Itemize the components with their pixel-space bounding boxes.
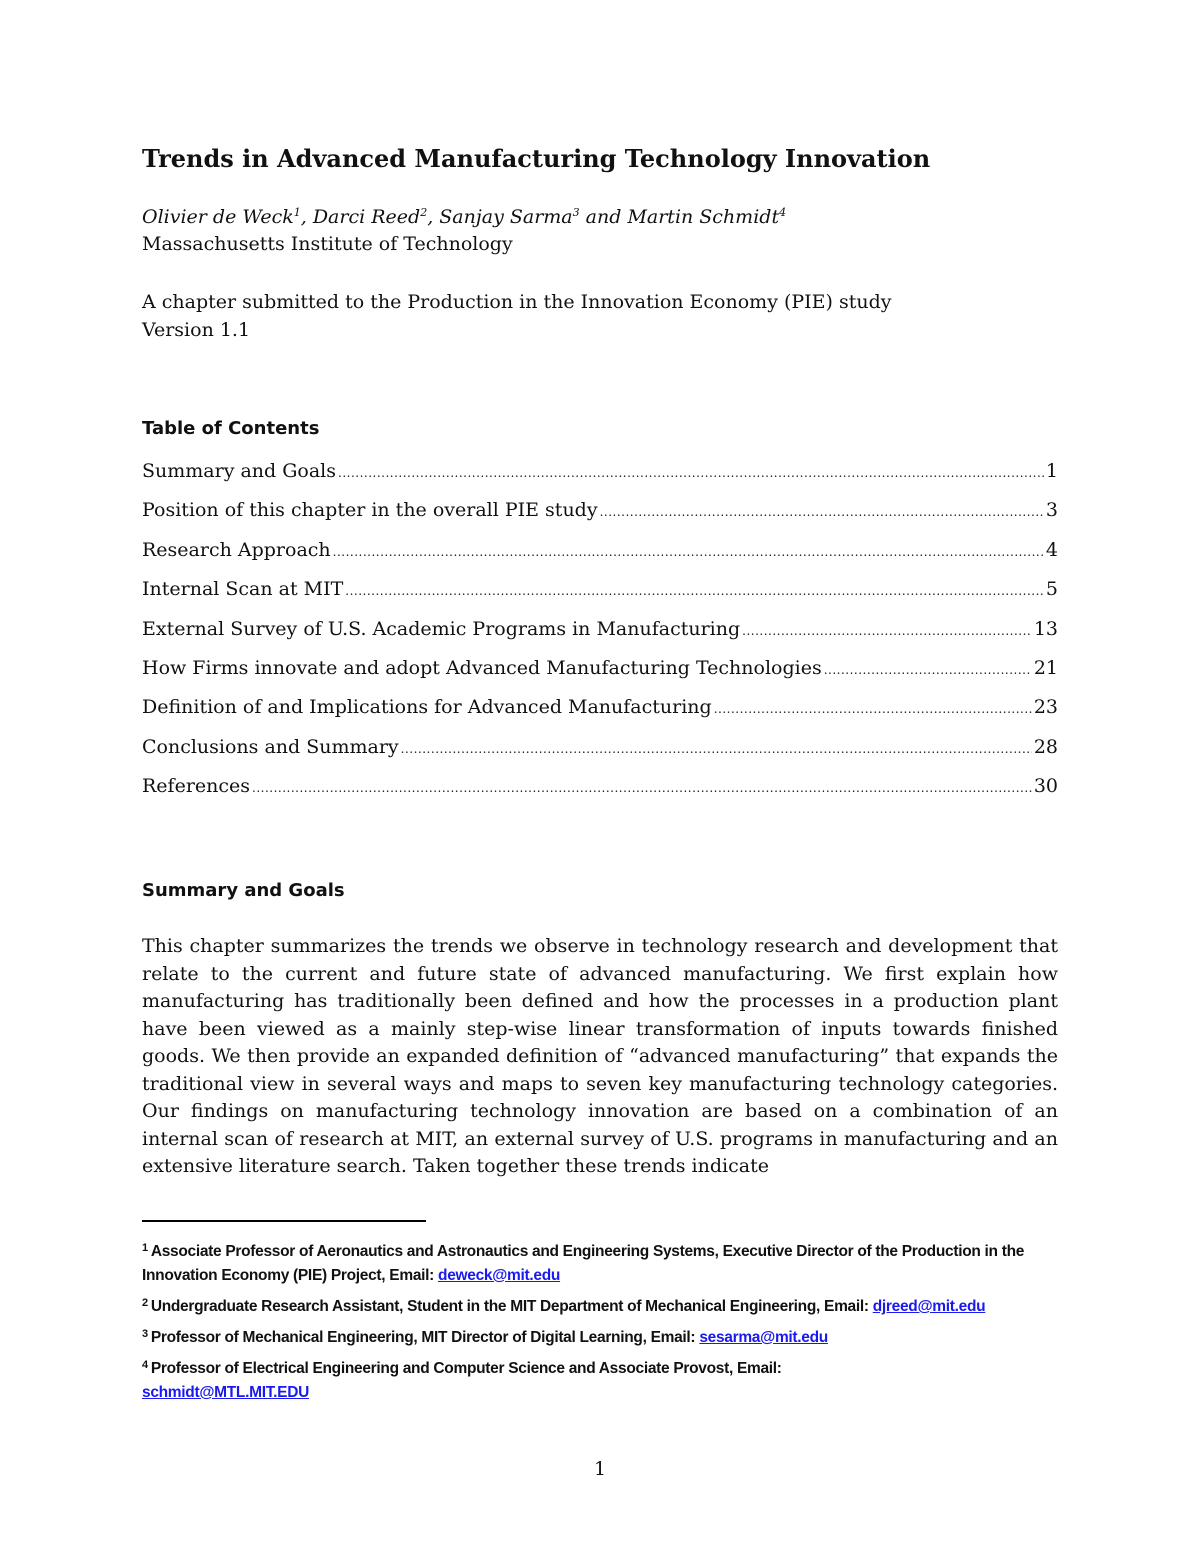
table-of-contents <box>142 460 1058 815</box>
footnote-divider <box>142 1220 426 1222</box>
submission-line: A chapter submitted to the Production in the Innovation Economy (PIE) study <box>142 291 892 313</box>
affiliation: Massachusetts Institute of Technology <box>142 233 513 255</box>
toc-entry-page: 13 <box>1033 617 1058 640</box>
footnote-number: 3 <box>142 1328 148 1340</box>
email-link[interactable]: schmidt@MTL.MIT.EDU <box>142 1384 309 1401</box>
toc-entry-page: 23 <box>1033 696 1058 719</box>
toc-entry[interactable] <box>142 460 1058 499</box>
toc-entry-page: 4 <box>1045 538 1058 561</box>
toc-entry-page: 30 <box>1033 775 1058 798</box>
footnote <box>142 1291 1058 1319</box>
footnote-text: Undergraduate Research Assistant, Student in the MIT Department of Mechanical Engineering, Email: <box>150 1298 873 1315</box>
toc-leader-dots <box>600 505 1044 519</box>
author-name: Martin Schmidt <box>627 206 780 228</box>
toc-entry[interactable] <box>142 578 1058 617</box>
toc-entry[interactable] <box>142 657 1058 696</box>
toc-entry-label: External Survey of U.S. Academic Programs in Manufacturing <box>142 617 741 640</box>
toc-entry-label: Internal Scan at MIT <box>142 578 344 601</box>
footnote <box>142 1236 1058 1288</box>
toc-leader-dots <box>742 624 1032 638</box>
footnote-number: 4 <box>142 1359 148 1371</box>
toc-leader-dots <box>714 702 1032 716</box>
toc-entry-page: 5 <box>1045 578 1058 601</box>
toc-entry[interactable] <box>142 539 1058 578</box>
toc-leader-dots <box>333 545 1044 559</box>
toc-entry[interactable] <box>142 696 1058 735</box>
author-name: Darci Reed <box>312 206 421 228</box>
toc-entry-label: References <box>142 775 251 798</box>
toc-leader-dots <box>252 781 1032 795</box>
author-separator: , <box>300 206 313 228</box>
footnote <box>142 1353 1058 1405</box>
toc-entry[interactable] <box>142 775 1058 814</box>
toc-entry-label: Conclusions and Summary <box>142 735 399 758</box>
toc-leader-dots <box>345 584 1044 598</box>
author-list <box>142 206 786 228</box>
summary-paragraph: This chapter summarizes the trends we observe in technology research and development that relate to the current and future state of advanced manufacturing. We first explain how manufacturing has traditionally been defined and how the processes in a production plant have been viewed as a mainly step-wise linear transformation of inputs towards finished goods. We then provide an expanded definition of “advanced manufacturing” that expands the traditional view in several ways and maps to seven key manufacturing technology categories. Our findings on manufacturing technology innovation are based on a combination of an internal scan of research at MIT, an external survey of U.S. programs in manufacturing and an extensive literature search. Taken together these trends indicate <box>142 935 1058 1177</box>
author-separator: and <box>579 206 628 228</box>
footnote-number: 1 <box>142 1242 148 1254</box>
footnotes <box>142 1236 1058 1408</box>
submission-info <box>142 288 892 344</box>
email-link[interactable]: djreed@mit.edu <box>872 1298 986 1315</box>
footnote-text: Associate Professor of Aeronautics and Astronautics and Engineering Systems, Executive Director of the Production in the Innovation Economy (PIE) Project, Email: <box>142 1243 1025 1284</box>
toc-entry[interactable] <box>142 736 1058 775</box>
author-name: Olivier de Weck <box>142 206 294 228</box>
footnote-ref[interactable]: 2 <box>420 206 428 219</box>
toc-leader-dots <box>401 742 1032 756</box>
toc-entry-label: Summary and Goals <box>142 460 337 482</box>
section-heading-summary: Summary and Goals <box>142 880 345 901</box>
footnote-ref[interactable]: 3 <box>572 206 580 219</box>
footnote-ref[interactable]: 4 <box>779 206 787 219</box>
document-title: Trends in Advanced Manufacturing Technology Innovation <box>142 144 931 173</box>
toc-leader-dots <box>338 466 1044 480</box>
toc-entry[interactable] <box>142 618 1058 657</box>
toc-leader-dots <box>824 663 1032 677</box>
toc-entry-label: Definition of and Implications for Advanced Manufacturing <box>142 696 712 719</box>
footnote-text: Professor of Electrical Engineering and Computer Science and Associate Provost, Email: <box>150 1360 782 1377</box>
email-link[interactable]: deweck@mit.edu <box>438 1267 561 1284</box>
toc-entry-page: 3 <box>1045 499 1058 522</box>
footnote-number: 2 <box>142 1297 148 1309</box>
toc-entry-label: How Firms innovate and adopt Advanced Manufacturing Technologies <box>142 656 822 679</box>
author-name: Sanjay Sarma <box>439 206 573 228</box>
toc-entry-label: Research Approach <box>142 538 331 561</box>
toc-entry-page: 1 <box>1045 460 1058 482</box>
toc-heading: Table of Contents <box>142 418 320 439</box>
toc-entry-page: 28 <box>1033 735 1058 758</box>
version-line: Version 1.1 <box>142 319 251 341</box>
toc-entry-page: 21 <box>1033 656 1058 679</box>
toc-entry[interactable] <box>142 499 1058 538</box>
footnote <box>142 1322 1058 1350</box>
footnote-ref[interactable]: 1 <box>293 206 301 219</box>
page-number: 1 <box>593 1458 607 1480</box>
footnote-text: Professor of Mechanical Engineering, MIT Director of Digital Learning, Email: <box>150 1329 700 1346</box>
email-link[interactable]: sesarma@mit.edu <box>699 1329 828 1346</box>
author-separator: , <box>427 206 440 228</box>
toc-entry-label: Position of this chapter in the overall PIE study <box>142 499 598 522</box>
